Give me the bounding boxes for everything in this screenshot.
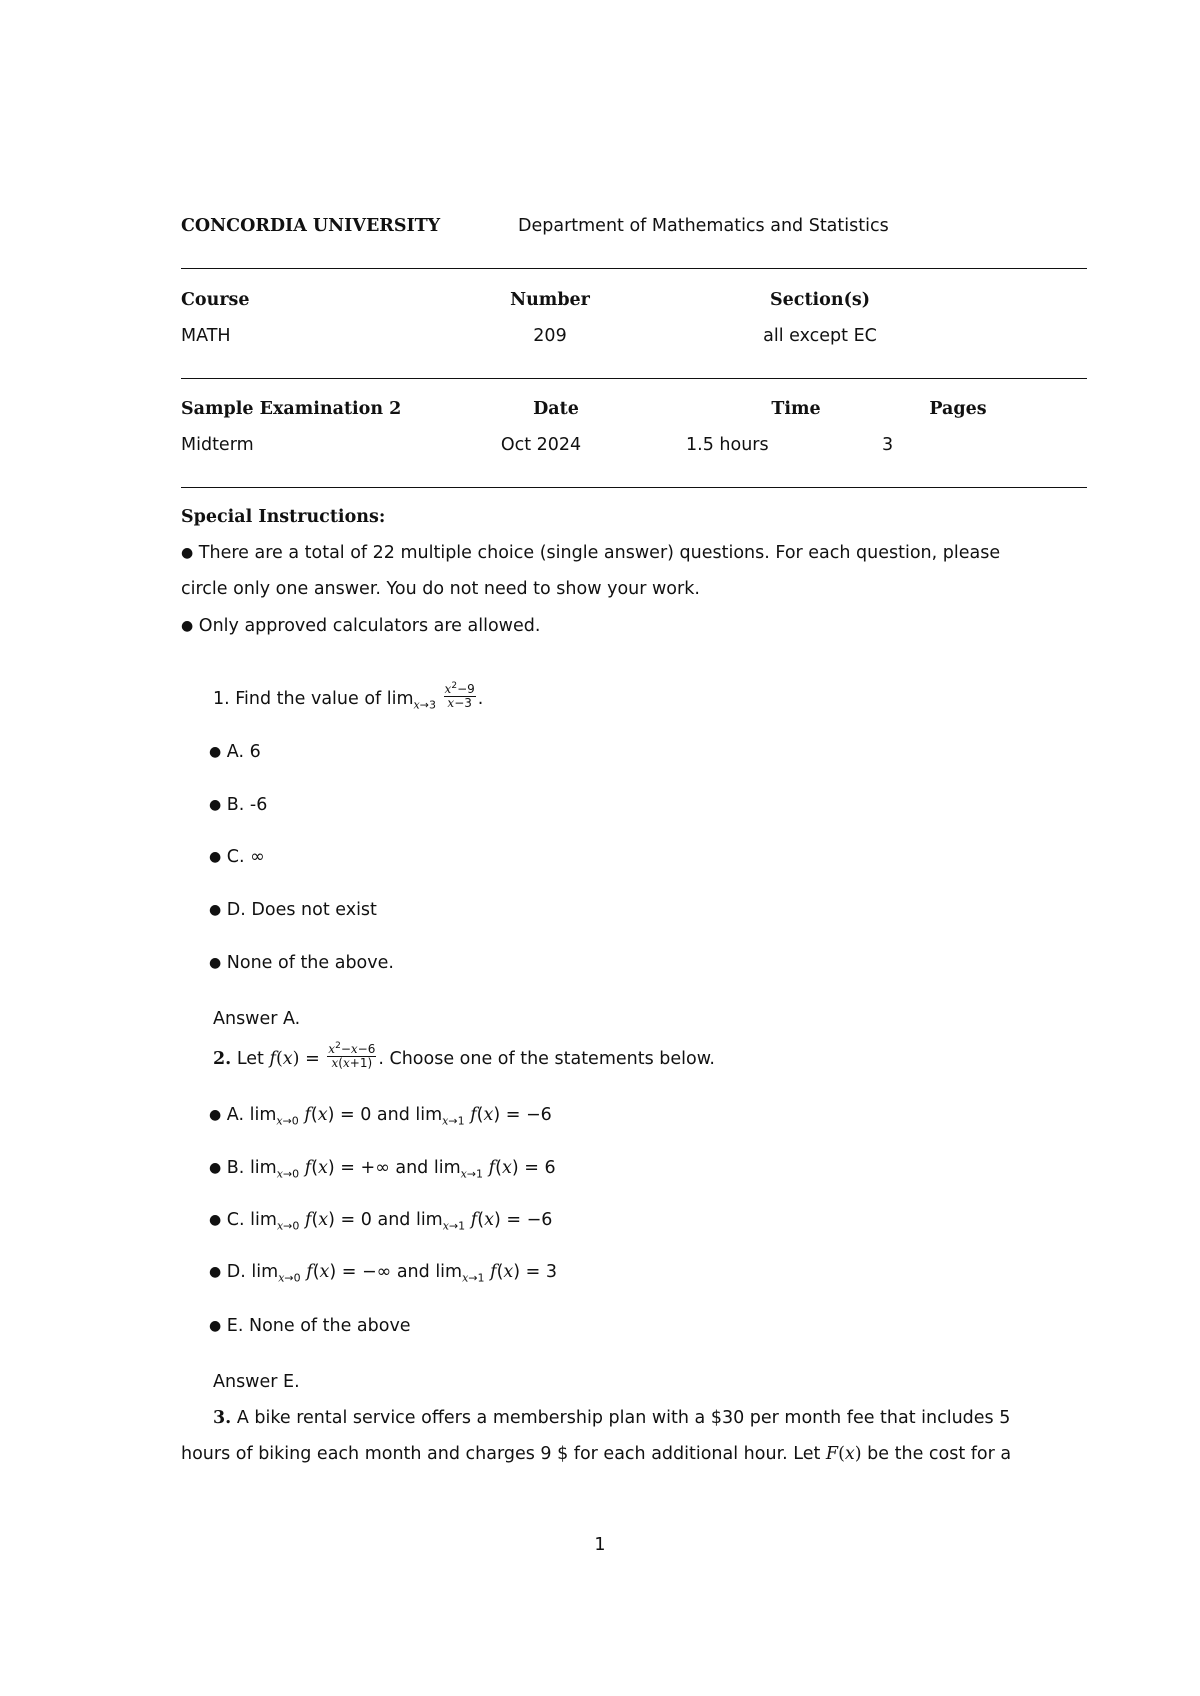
q2-option-c: ● C. $\lim_{x\to 0} f(x) = 0$ and $\lim_{x\to 1} f(x) = -6$ (209, 1210, 553, 1233)
bullet-icon: ● (209, 797, 222, 813)
page-number: 1 (594, 1535, 606, 1555)
bullet-icon: ● (209, 1160, 222, 1176)
bullet-icon: ● (209, 902, 222, 918)
date-label: Date (533, 399, 579, 419)
q1-option-e: ● None of the above. (209, 953, 394, 973)
date-value: Oct 2024 (500, 435, 582, 455)
exam-label: Sample Examination 2 (181, 399, 402, 419)
q2-option-b: ● B. $\lim_{x\to 0} f(x)$ = +∞ and $\lim_{x\to 1} f(x) = 6$ (209, 1158, 556, 1181)
time-label: Time (771, 399, 821, 419)
sections-label: Section(s) (770, 290, 870, 310)
instruction-line-3: ● Only approved calculators are allowed. (181, 616, 541, 636)
bullet-icon: ● (209, 1212, 222, 1228)
bullet-icon: ● (209, 744, 222, 760)
q2-option-a: ● A. $\lim_{x\to 0} f(x) = 0$ and $\lim_{x\to 1} f(x) = -6$ (209, 1105, 552, 1128)
pages-value: 3 (882, 435, 894, 455)
q1-option-d: ● D. Does not exist (209, 900, 377, 920)
divider-2 (181, 378, 1087, 379)
question-1-prompt: 1. Find the value of $\lim_{x\to 3}$ $\frac{x^2-9}{x-3}$ . (213, 681, 484, 712)
bullet-icon: ● (209, 1264, 222, 1280)
bullet-icon: ● (181, 618, 194, 634)
instruction-line-2: circle only one answer. You do not need to show your work. (181, 579, 700, 599)
sections-value: all except EC (763, 326, 877, 346)
exam-value: Midterm (181, 435, 254, 455)
q2-answer: Answer E. (213, 1372, 300, 1392)
time-value: 1.5 hours (686, 435, 769, 455)
q2-option-e: ● E. None of the above (209, 1316, 411, 1336)
q2-fraction: $\frac{x^2-x-6}{x(x+1)}$ (328, 1041, 376, 1071)
question-3-line-1: 3. A bike rental service offers a membership plan with a $30 per month fee that includes 5 (213, 1408, 1011, 1428)
university-name: CONCORDIA UNIVERSITY (181, 216, 441, 236)
pages-label: Pages (929, 399, 987, 419)
bullet-icon: ● (209, 1318, 222, 1334)
course-label: Course (181, 290, 250, 310)
department-name: Department of Mathematics and Statistics (518, 216, 889, 236)
number-value: 209 (533, 326, 567, 346)
bullet-icon: ● (181, 545, 194, 561)
q1-option-b: ● B. -6 (209, 795, 268, 815)
question-2-prompt: 2. Let f(x) = $\frac{x^2-x-6}{x(x+1)}$ . Choose one of the statements below. (213, 1041, 715, 1071)
divider-1 (181, 268, 1087, 269)
q1-option-a: ● A. 6 (209, 742, 261, 762)
question-3-line-2: hours of biking each month and charges 9 $ for each additional hour. Let F(x) be the cost for a (181, 1444, 1012, 1464)
instructions-title: Special Instructions: (181, 507, 386, 527)
instruction-line-1: ● There are a total of 22 multiple choice (single answer) questions. For each question, please (181, 543, 1001, 563)
bullet-icon: ● (209, 1107, 222, 1123)
number-label: Number (510, 290, 590, 310)
bullet-icon: ● (209, 955, 222, 971)
bullet-icon: ● (209, 849, 222, 865)
q1-fraction: $\frac{x^2-9}{x-3}$ (444, 681, 475, 711)
divider-3 (181, 487, 1087, 488)
q1-option-c: ● C. ∞ (209, 847, 265, 867)
q1-answer: Answer A. (213, 1009, 301, 1029)
course-value: MATH (181, 326, 231, 346)
q2-option-d: ● D. $\lim_{x\to 0} f(x)$ = −∞ and $\lim_{x\to 1} f(x) = 3$ (209, 1262, 558, 1285)
